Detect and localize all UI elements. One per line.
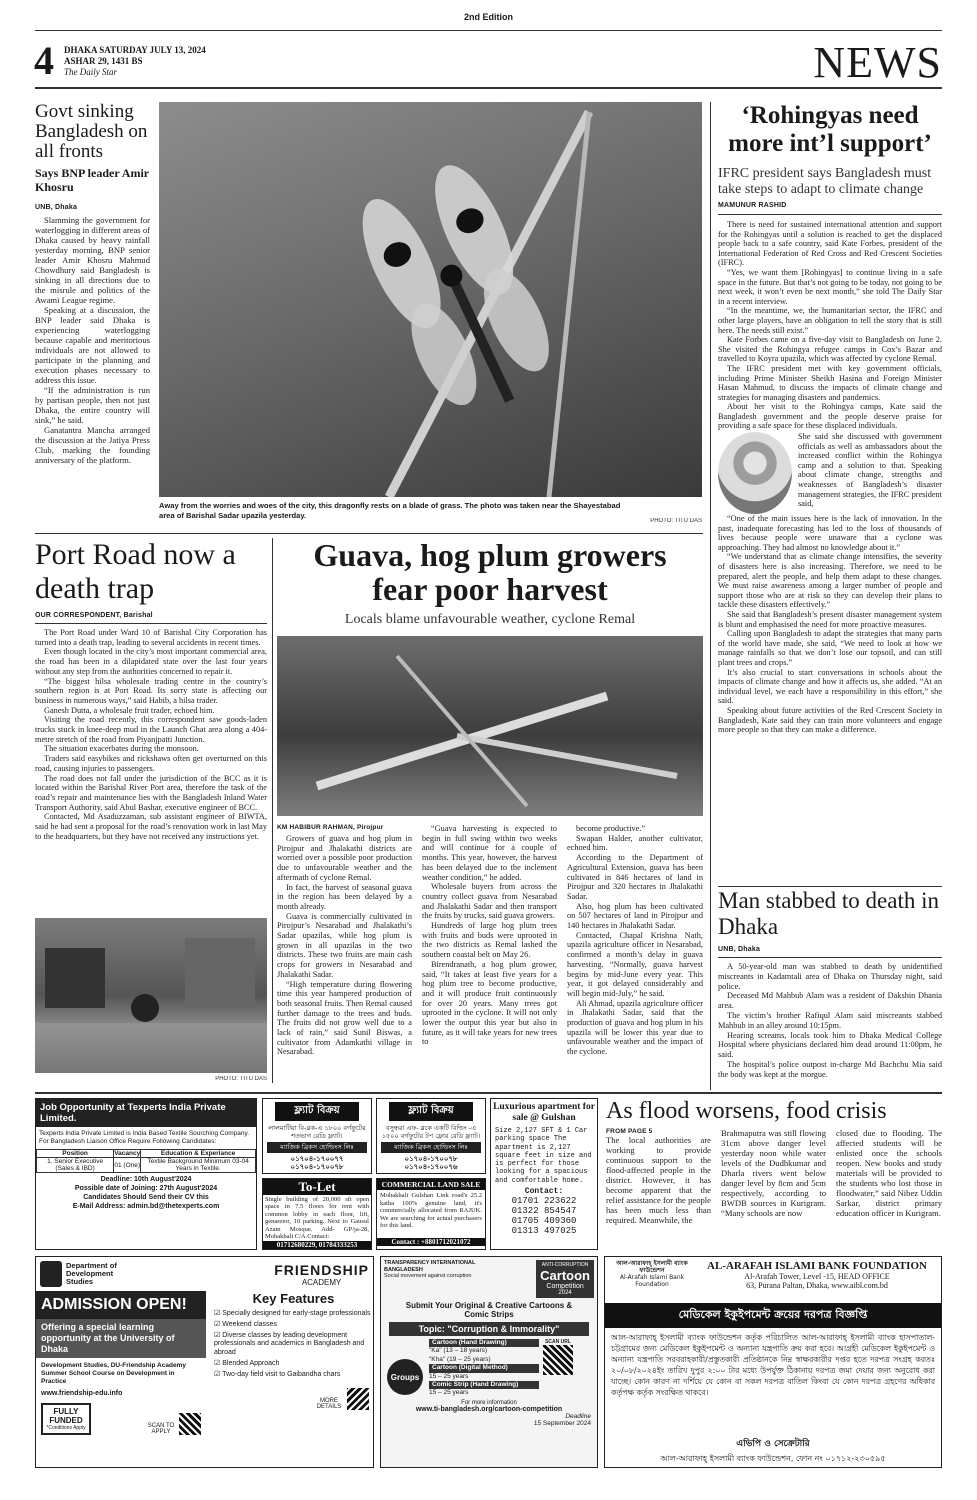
- paragraph: Guava is commercially cultivated in Pirojpur’s Nesarabad and Jhalakathi’s Sadar upazilas, while hog plum is grown in all upazilas in the two districts. These two fruits are main cash crops for growers in Nesarabad and Jhalakathi Sadar.: [277, 911, 412, 979]
- paragraph: Visiting the road recently, this correspondent saw goods-laden trucks stuck in knee-deep mud in the Launch Ghat area along a 404-metre stretch of the road from Piyanjpatti Junction.: [35, 715, 267, 744]
- subhead: Locals blame unfavourable weather, cyclone Remal: [344, 612, 636, 627]
- feature-item: ☑ Diverse classes by leading development professionals and academics in Bangladesh and abroad: [214, 1331, 365, 1357]
- story-body: [35, 628, 267, 841]
- dragonfly-image: [159, 102, 702, 497]
- paragraph: Birendranath, a hog plum grower, said, “It takes at least five years for a hog plum tree to become productive, and it will produce fruit continuously for over 20 years. Many trees got uprooted in the cyclone. It will not only lower the output this year but also in future, as it will take years for new trees to: [422, 959, 557, 1047]
- story-body-col3: [567, 824, 703, 1057]
- paragraph: “The biggest hilsa wholesale trading centre in the country’s southern region is at Port Road. Its sorry state is affecting our business in numerous ways,” said Habib, a hilsa trader.: [35, 676, 267, 705]
- feature-item: ☑ Blended Approach: [214, 1359, 280, 1367]
- byline: OUR CORRESPONDENT, Barishal: [35, 612, 153, 619]
- paragraph: About her visit to the Rohingya camps, Kate said the Bangladesh government and the people deserve praise for providing a safe space for these displaced individuals.: [718, 402, 942, 431]
- paragraph: Contacted, Chapal Krishna Nath, upazila agriculture officer in Nesarabad, confirmed a month’s delay in guava harvesting. “Normally, guava harvest begins by mid-June every year. This year, it got delayed considerably and will begin mid-July,” he said.: [567, 930, 703, 998]
- group-item: 15 – 25 years: [429, 1389, 469, 1397]
- paragraph: Traders said easybikes and rickshaws often get overturned on this road, causing injuries to passengers.: [35, 754, 267, 773]
- ad-al-arafah-tender: আল-আরাফাহ্ ইসলামী ব্যাংক ফাউন্ডেশন Al-Arafah Islami Bank Foundation AL-ARAFAH ISLAMI BANK FOUNDATION Al-Arafah Tower, Level -15, HEAD OFFICE 63, Purana Paltan, Dhaka, www.aibl.com.bd মেডিকেল ইকুইপমেন্ট ক্রয়ের দরপত্র বিজ্ঞপ্তি আল-আরাফাহ্ ইসলামী ব্যাংক ফাউন্ডেশন কর্তৃক পরিচালিত আল-আরাফাহ্ ইসলামী ব্যাংক হাসপাতাল-চট্টগ্রামের জন্য মেডিকেল ইকুইপমেন্ট ও অন্যান্য যন্ত্রপাতি ক্রয় করা হবে। আগ্রহী মেডিকেল ইকুইপমেন্ট ও অন্যান্য যন্ত্রপাতি সরবরাহকারী/প্রস্তুতকারী প্রতিষ্ঠানকে নিম্ন স্বাক্ষরকারীর দপ্তর হতে দরপত্র সংগ্রহ করতঃ ২০/০৮/২০২৪ইং তারিখ দুপুর ২:০০ টার মধ্যে উপর্যুক্ত ঠিকানায় দরপত্র জমা দেয়ার জন্য অনুরোধ করা যাচ্ছে। কোন কারণ না দর্শিয়ে যে কোন বা সকল দরপত্র বাতিল কিংবা যে কোন দরপত্র গ্রহণের অধিকার কর্তৃপক্ষ কর্তৃক সংরক্ষিত থাকবে। এভিপি ও সেক্রেটারি আল-আরাফাহ্ ইসলামী ব্যাংক ফাউন্ডেশন, ফোন নং ০১৭১২-২৩০৫৯৫: [604, 1256, 942, 1468]
- edition-label: 2nd Edition: [464, 12, 513, 22]
- group-item: Cartoon (Hand Drawing): [429, 1339, 539, 1347]
- paragraph: In fact, the harvest of seasonal guava in the region has been delayed by a month already.: [277, 882, 412, 911]
- paragraph: It’s also crucial to start conversations in schools about the impacts of climate change and how it affects us, she added. “At an individual level, we each have a responsibility in this effort,” she said.: [718, 667, 942, 706]
- group-item: Cartoon (Digital Method): [429, 1364, 539, 1372]
- ad-job-opportunity: Job Opportunity at Texperts India Private Limited. Texperts India Private Limited is India Based Textile Sourching Company. For Bangladesh Liaison Office Require Following Candidates: Position Vacancy Education & Experiance 1. Senior Executive (Sales & IBD) 01 (One) Textile Background Minimum 03-04 Years in Textile. Deadline: 10th August'2024 Possible date of Joining: 27th August'2024 Candidates Should Send their CV this E-Mail Address: admin.bd@thetexperts.com: [35, 1098, 257, 1250]
- dateline: DHAKA SATURDAY JULY 13, 2024 ASHAR 29, 1431 BS The Daily Star: [64, 45, 206, 77]
- paragraph: Growers of guava and hog plum in Pirojpur and Jhalakathi districts are worried over a possible poor production due to unfavourable weather and the aftermath of cyclone Remal.: [277, 834, 412, 882]
- university-logo: [40, 1261, 62, 1287]
- qr-code-details[interactable]: [347, 1388, 369, 1410]
- story-body-wrap: She said she discussed with government officials as well as ambassadors about the increased conflict within the Rohingya camp and a solution to that. Speaking about climate change, strengths and weaknesses of Bangladesh’s disaster management strategies, the IFRC president said,: [798, 432, 942, 509]
- fallen-trees-photo: [277, 636, 703, 816]
- ad-admission-open: Department of Development Studies FRIENDSHIP ACADEMY ADMISSION OPEN! Offering a special learning opportunity at the University of Dhaka Development Studies, DU-Friendship Academy Summer School Course on Development in Practice www.friendship-edu.info FULLY FUNDED *Conditions Apply SCAN TO APPLY Key Features ☑ Specially designed for early-stage professionals ☑ Weekend classes ☑ Diverse classes by leading development professionals and academics in Bangladesh and abroad ☑ Blended Approach ☑ Two-day field visit to Gaibandha chars MORE DETAILS: [35, 1256, 374, 1468]
- paragraph: Deceased Md Mahbub Alam was a resident of Dakshin Dhania area.: [718, 991, 942, 1011]
- story-body-col1: The local authorities are working to provide continuous support to the flood-affected people in the district. However, it has become apparent that the relief assistance for the people has been much less than required. Meanwhile, the: [606, 1135, 711, 1225]
- paragraph: “One of the main issues here is the lack of innovation. In the past, inadequate forecasting has led to the loss of thousands of lives because people were unaware that a cyclone was approaching. They had almost no knowledge about it.”: [718, 514, 942, 552]
- group-item: 15 – 25 years: [429, 1372, 469, 1380]
- paragraph: Speaking at a discussion, the BNP leader said Dhaka is experiencing waterlogging because capable and meritorious individuals are not allowed to participate in the planning and execution phases necessary to address this issue.: [35, 305, 150, 385]
- paragraph: Wholesale buyers from across the country collect guava from Nesarabad and Jhalakathi Sadar and then transport the fruits by trucks, said guava growers.: [422, 882, 557, 921]
- ad-tolet: To-Let Single building of 20,000 sft open space in 7.5 floors for rent with common lobby in each floor, lift, genaretor, 10 parking. Next to Gausul Azam Mosque. Add- GP/ja-28, Mohakhali C/A.Contact: 01712680229, 01784333253: [262, 1178, 372, 1250]
- group-item: "Ka" (13 – 18 years): [429, 1347, 488, 1355]
- paragraph: Even though located in the city’s most important commercial area, the road has been in a dilapidated state over the last four years without any step from the authorities concerned to repair it.: [35, 647, 267, 676]
- paragraph: Ali Ahmad, upazila agriculture officer in Jhalakathi Sadar, said that the production of guava and hog plum in his upazila will be lower this year due to unfavourable weather and the impact of the cyclone.: [567, 998, 703, 1057]
- paragraph: Speaking about future activities of the Red Crescent Society in Bangladesh, Kate said they can train more volunteers and engage more people so that they can make a difference.: [718, 705, 942, 735]
- from-page: FROM PAGE 5: [606, 1128, 653, 1135]
- headline: As flood worsens, food crisis: [606, 1098, 887, 1124]
- ad-apartment-gulshan: Luxurious apartment for sale @ Gulshan Size 2,127 SFT & 1 Car parking space The apartment is 2,127 square feet in size and is perfect for those looking for a spacious and comfortable home. Contact: 01701 223622 01322 854547 01705 409360 01313 497025: [490, 1098, 598, 1250]
- story-body: [718, 514, 942, 735]
- paragraph: become productive.”: [576, 824, 646, 833]
- paragraph: The victim’s brother Rafiqul Alam said miscreants stabbed Mahbub in an alley around 10:15pm.: [718, 1010, 942, 1030]
- qr-code-scan[interactable]: [543, 1345, 573, 1375]
- headline: Man stabbed to death in Dhaka: [718, 888, 940, 939]
- paragraph: Also, hog plum has been cultivated on 507 hectares of land in Pirojpur and 140 hectares in Jhalakathi Sadar.: [567, 901, 703, 931]
- photo-caption: Away from the worries and woes of the city, this dragonfly rests on a blade of grass. The photo was taken near the Shayestabad area of Barishal Sadar upazila yesterday.: [159, 501, 621, 520]
- story-body-col3: closed due to flooding. The affected students will be enlisted once the schools reopen. New books and study materials will be provided to the students who lost those in floodwater,” said Nibez Uddin Sarkar, district primary education officer in Kurigram.: [836, 1128, 942, 1218]
- ad-flat-sale-2: ফ্ল্যাট বিক্রয় বসুন্ধরা এফ- ব্লকে একটি বিল্ডিং -এ ১৫০০ বর্গফুটের টপ ফ্লোর রেডি ফ্ল্যাট। ম্যাজিক ব্রিকস হোল্ডিংস লিঃ ০১৭০৪-১৭০০৭৮ ০১৭০৪-১৭০০৭৬: [376, 1098, 486, 1174]
- paragraph: The Port Road under Ward 10 of Barishal City Corporation has turned into a death trap, leading to several accidents in recent times.: [35, 628, 267, 647]
- paragraph: Contacted, Md Asaduzzaman, sub assistant engineer of BIWTA, said he had sent a proposal for the road’s renovation work in last May to the headquarters, but they have not received any instructions yet.: [35, 812, 267, 841]
- paragraph: Ganesh Dutta, a wholesale fruit trader, echoed him.: [44, 705, 215, 715]
- story-body-col2: Brahmaputra was still flowing 31cm above danger level yesterday noon while water levels of the Dudhkumar and Dharla rivers went below danger level by 8cm and 5cm respectively, according to BWDB sources in Kurigram. “Many schools are now: [721, 1128, 826, 1218]
- story-guava: [277, 538, 703, 1093]
- subhead: Says BNP leader Amir Khosru: [35, 166, 149, 194]
- story-body: [718, 962, 942, 1080]
- byline: MAMUNUR RASHID: [718, 202, 787, 209]
- paragraph: According to the Department of Agricultural Extension, guava has been cultivated in 846 hectares of land in Pirojpur and 320 hectares in Jhalakathi Sadar.: [567, 853, 703, 901]
- dragonfly-photo: [159, 102, 702, 497]
- ad-flat-sale-1: ফ্ল্যাট বিক্রয় লালমাটিয়া বি-ব্লক-এ ১৮০০ বর্গফুটের শতভাগ রেডি ফ্ল্যাট। ম্যাজিক ব্রিকস হোল্ডিংস লিঃ ০১৭০৪-১৭০০৭৭ ০১৭০৪-১৭০০৭৮: [262, 1098, 372, 1174]
- features-list: [214, 1310, 373, 1380]
- story-man-stabbed: [718, 888, 942, 1088]
- paragraph: Ganatantra Mancha arranged the discussion at the Jatiya Press Club, marking the founding anniversary of the platform.: [35, 425, 150, 465]
- paragraph: The road does not fall under the jurisdiction of the BCC as it is located within the Barishal River Port area, therefore the task of the road’s repair and maintenance lies with the Bangladesh Inland Water Transport Authority, said Abul Bashar, executive engineer of BCC.: [35, 773, 267, 812]
- byline: UNB, Dhaka: [718, 946, 761, 953]
- subhead: IFRC president says Bangladesh must take steps to adapt to climate change: [718, 166, 932, 197]
- story-port-road: [35, 538, 267, 918]
- fully-funded-badge: FULLY FUNDED *Conditions Apply: [41, 1403, 91, 1435]
- ad-commercial-land: COMMERCIAL LAND SALE Mohakhali Gulshan Link road's 25.2 katha 100% genuine land, it's commercially allocated from RAJUK. We are searching for actual purchasers for this land. Contact : +8801712021072: [376, 1178, 486, 1250]
- byline: UNB, Dhaka: [35, 204, 78, 211]
- paragraph: “We understand that as climate change intensifies, the severity of disasters here is also increasing. Therefore, we need to be prepared, alert the people, and help them adapt to these changes. We must raise awareness among a larger number of people and support those who are at risk so they can develop their plans to tackle these disasters effectively.”: [718, 552, 942, 610]
- feature-item: ☑ Specially designed for early-stage professionals: [214, 1310, 371, 1317]
- story-body: [718, 220, 942, 431]
- group-item: Comic Strip (Hand Drawing): [429, 1381, 539, 1389]
- ad-title: Job Opportunity at Texperts India Private Limited.: [36, 1099, 256, 1127]
- job-table: Position Vacancy Education & Experiance 1. Senior Executive (Sales & IBD) 01 (One) Textile Background Minimum 03-04 Years in Textile.: [36, 1149, 256, 1173]
- paragraph: Hearing screams, locals took him to Dhaka Medical College Hospital where physicians declared him dead around 11:00pm, he said.: [718, 1030, 942, 1060]
- paragraph: “Guava harvesting is expected to begin in full swing within two weeks and will continue for a couple of months. This year, however, the harvest has been delayed due to the inclement weather condition,” he added.: [422, 824, 557, 882]
- story-govt-sinking: [35, 102, 150, 532]
- paragraph: “High temperature during flowering time this year hampered production of both seasonal fruits. Then Remal caused further damage to the trees and buds. The fruits did not grow well due to a lack of rain,” said Sunil Biswas, a cultivator from Adamkathi village in Nesarabad.: [277, 979, 412, 1057]
- headline: ‘Rohingyas need more int’l support’: [728, 102, 932, 157]
- story-flood: [606, 1098, 942, 1250]
- groups-list: [429, 1339, 539, 1398]
- paragraph: Hundreds of large hog plum trees with fruits and buds were uprooted in the two districts as Remal lashed the southern coastal belt on May 26.: [422, 921, 557, 960]
- story-rohingya: [718, 102, 942, 882]
- paragraph: There is need for sustained international attention and support for the Rohingyas until a solution is reached to get the displaced people back to a safe country, said Kate Forbes, president of the International Federation of Red Cross and Red Crescent Societies (IFRC).: [718, 220, 942, 268]
- story-body: [35, 215, 150, 465]
- story-body-col2: [422, 824, 557, 1057]
- paragraph: Kate Forbes came on a five-day visit to Bangladesh on June 2. She visited the Rohingya refugee camps in Cox’s Bazar and travelled to Koyra upazila, which was affected by cyclone Remal.: [718, 335, 942, 364]
- photo-credit: PHOTO: TITU DAS: [650, 518, 702, 524]
- qr-code-apply[interactable]: [179, 1413, 201, 1435]
- paragraph: Calling upon Bangladesh to adapt the strategies that many parts of the world have made, she said, “We need to look at how we manage rainfalls so that we don’t lose our topsoil, and can still plant trees and crops.”: [718, 629, 942, 667]
- photo-credit: PHOTO: TITU DAS: [215, 1076, 267, 1082]
- headline: Govt sinking Bangladesh on all fronts: [35, 102, 148, 162]
- paragraph: A 50-year-old man was stabbed to death by unidentified miscreants in Kadamtali area of Dhaka on Thursday night, said police.: [718, 962, 942, 991]
- paragraph: The situation exacerbates during the monsoon.: [44, 744, 199, 754]
- feature-item: ☑ Weekend classes: [214, 1320, 277, 1328]
- paragraph: The hospital’s police outpost in-charge Md Bachchu Mia said the body was kept at the morgue.: [718, 1059, 942, 1079]
- feature-item: ☑ Two-day field visit to Gaibandha chars: [214, 1370, 341, 1378]
- paragraph: “If the administration is run by partisan people, then not just Dhaka, the entire country will sink,” he said.: [35, 385, 150, 425]
- paragraph: Slamming the government for waterlogging in different areas of Dhaka caused by heavy rainfall yesterday morning, BNP senior leader Amir Khosru Mahmud Chowdhury said Bangladesh is sinking in all directions due to the misrule and politics of the Awami League regime.: [35, 215, 150, 305]
- paragraph: “Yes, we want them [Rohingyas] to continue living in a safe space in the future. But that’s not going to be today, not going to be next week, it won’t even be next month,” she told The Daily Star in a recent interview.: [718, 267, 942, 306]
- paragraph: The IFRC president met with key government officials, including Prime Minister Sheikh Hasina and Foreign Minister Hasan Mahmud, to discuss the impacts of climate change and strategies for managing disasters and pandemics.: [718, 363, 942, 402]
- port-road-photo: [35, 918, 267, 1073]
- headline: Port Road now a death trap: [35, 538, 236, 605]
- byline: KM HABIBUR RAHMAN, Pirojpur: [277, 824, 384, 831]
- ad-cartoon-competition: TRANSPARENCY INTERNATIONAL BANGLADESH Social movement against corruption ANTI-CORRUPTION Cartoon Competition 2024 Submit Your Original & Creative Cartoons & Comic Strips Topic: "Corruption & Immorality" Groups Cartoon (Hand Drawing) "Ka" (13 – 18 years) "Kha" (19 – 25 years) Cartoon (Digital Method) 15 – 25 years Comic Strip (Hand Drawing) 15 – 25 years SCAN URL For more information www.ti-bangladesh.org/cartoon-competition Deadline 15 September 2024: [380, 1256, 598, 1468]
- portrait-photo: [718, 432, 792, 514]
- page-number: 4: [34, 40, 54, 82]
- paragraph: “In the meantime, we, the humanitarian sector, the IFRC and other large players, have an obligation to tell the story that is still here. The needs still exist.”: [718, 306, 942, 335]
- story-body-col1: [277, 834, 412, 1057]
- section-title: NEWS: [813, 40, 942, 86]
- paragraph: She said that Bangladesh’s present disaster management system is blunt and emphasised the need for more proactive measures.: [718, 610, 942, 629]
- competition-url[interactable]: www.ti-bangladesh.org/cartoon-competition: [415, 1405, 563, 1413]
- group-item: "Kha" (19 – 25 years): [429, 1355, 491, 1363]
- headline: Guava, hog plum growers fear poor harvest: [313, 538, 667, 607]
- paragraph: Swapan Halder, another cultivator, echoed him.: [567, 833, 703, 853]
